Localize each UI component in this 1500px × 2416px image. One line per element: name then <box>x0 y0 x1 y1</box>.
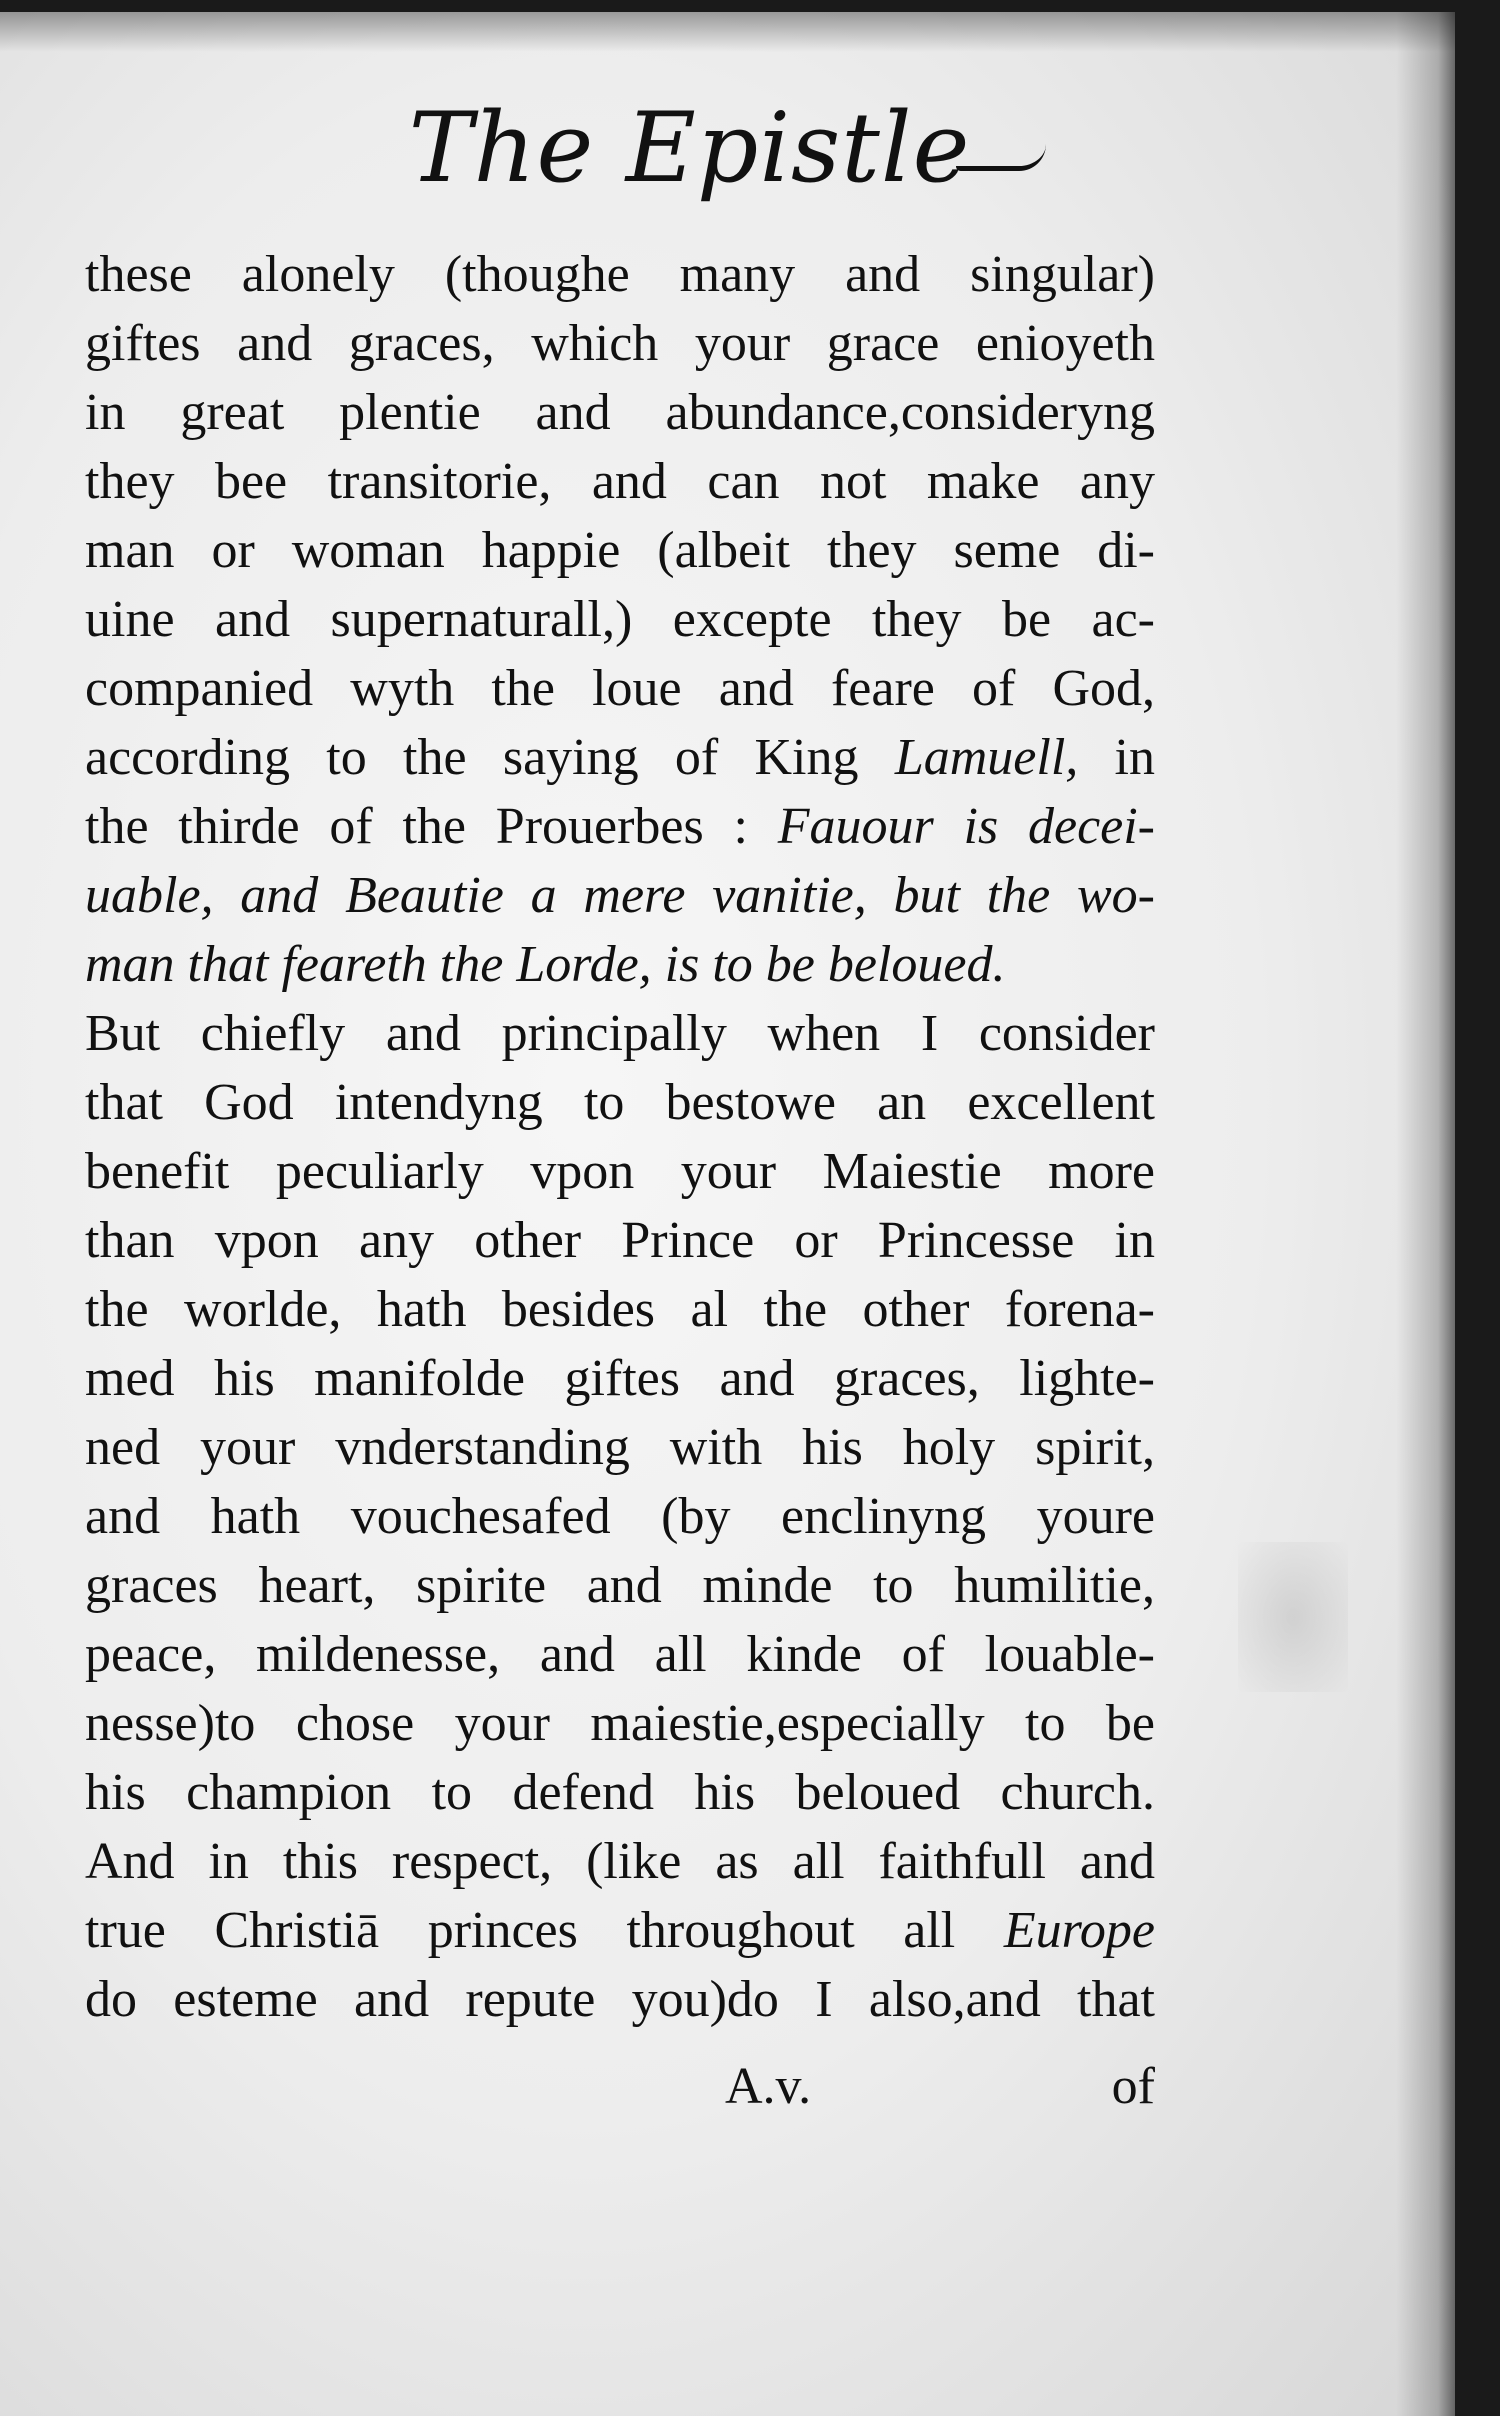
italic-text: Fauour is decei- <box>777 798 1155 855</box>
text-line: peace, mildenesse, and all kinde of louable- <box>85 1626 1155 1683</box>
text-line: graces heart, spirite and minde to humilitie, <box>85 1557 1155 1614</box>
text-segment: in <box>1078 729 1156 786</box>
signature-mark: A.v. <box>725 2058 812 2115</box>
running-head-text: The Epistle <box>408 92 971 204</box>
text-line: these alonely (thoughe many and singular) <box>85 246 1155 303</box>
text-line: med his manifolde giftes and graces, lighte- <box>85 1350 1155 1407</box>
text-line: in great plentie and abundance,consideryng <box>85 384 1155 441</box>
text-line: ned your vnderstanding with his holy spirit, <box>85 1419 1155 1476</box>
running-head <box>0 92 1455 204</box>
text-line: and hath vouchesafed (by enclinyng youre <box>85 1488 1155 1545</box>
text-line: But chiefly and principally when I consider <box>85 1005 1155 1062</box>
text-line: And in this respect, (like as all faithfull and <box>85 1833 1155 1890</box>
text-line: companied wyth the loue and feare of God, <box>85 660 1155 717</box>
book-page <box>0 12 1455 2416</box>
italic-text: man that feareth the Lorde, is to be beloued. <box>85 936 1006 993</box>
italic-text: Lamuell, <box>894 729 1079 786</box>
text-segment: according to the saying of King <box>85 729 895 786</box>
text-line: the worlde, hath besides al the other forena- <box>85 1281 1155 1338</box>
page-footer <box>85 2057 1155 2127</box>
italic-text: uable, and Beautie a mere vanitie, but the wo- <box>85 867 1155 924</box>
text-segment: the thirde of the Prouerbes : <box>85 798 778 855</box>
text-line <box>85 930 1155 999</box>
text-line <box>85 1896 1155 1965</box>
text-line <box>85 723 1155 792</box>
text-line <box>85 861 1155 930</box>
text-line: benefit peculiarly vpon your Maiestie more <box>85 1143 1155 1200</box>
text-line: than vpon any other Prince or Princesse in <box>85 1212 1155 1269</box>
text-line: nesse)to chose your maiestie,especially to be <box>85 1695 1155 1752</box>
text-line <box>85 792 1155 861</box>
body-text <box>85 240 1155 2034</box>
text-segment: true Christiā princes throughout all <box>85 1902 1004 1959</box>
catchword: of <box>1111 2058 1155 2115</box>
text-line: that God intendyng to bestowe an excellent <box>85 1074 1155 1131</box>
italic-text: Europe <box>1003 1902 1155 1959</box>
text-line: man or woman happie (albeit they seme di- <box>85 522 1155 579</box>
text-line: his champion to defend his beloued church. <box>85 1764 1155 1821</box>
text-line: do esteme and repute you)do I also,and that <box>85 1971 1155 2028</box>
page-gutter-shadow <box>1396 12 1455 2416</box>
text-line: giftes and graces, which your grace enioyeth <box>85 315 1155 372</box>
paper-stain <box>1238 1542 1348 1692</box>
swash-flourish-icon <box>956 144 1046 171</box>
page-top-shadow <box>0 12 1455 52</box>
text-line: they bee transitorie, and can not make any <box>85 453 1155 510</box>
text-line: uine and supernaturall,) excepte they be ac- <box>85 591 1155 648</box>
